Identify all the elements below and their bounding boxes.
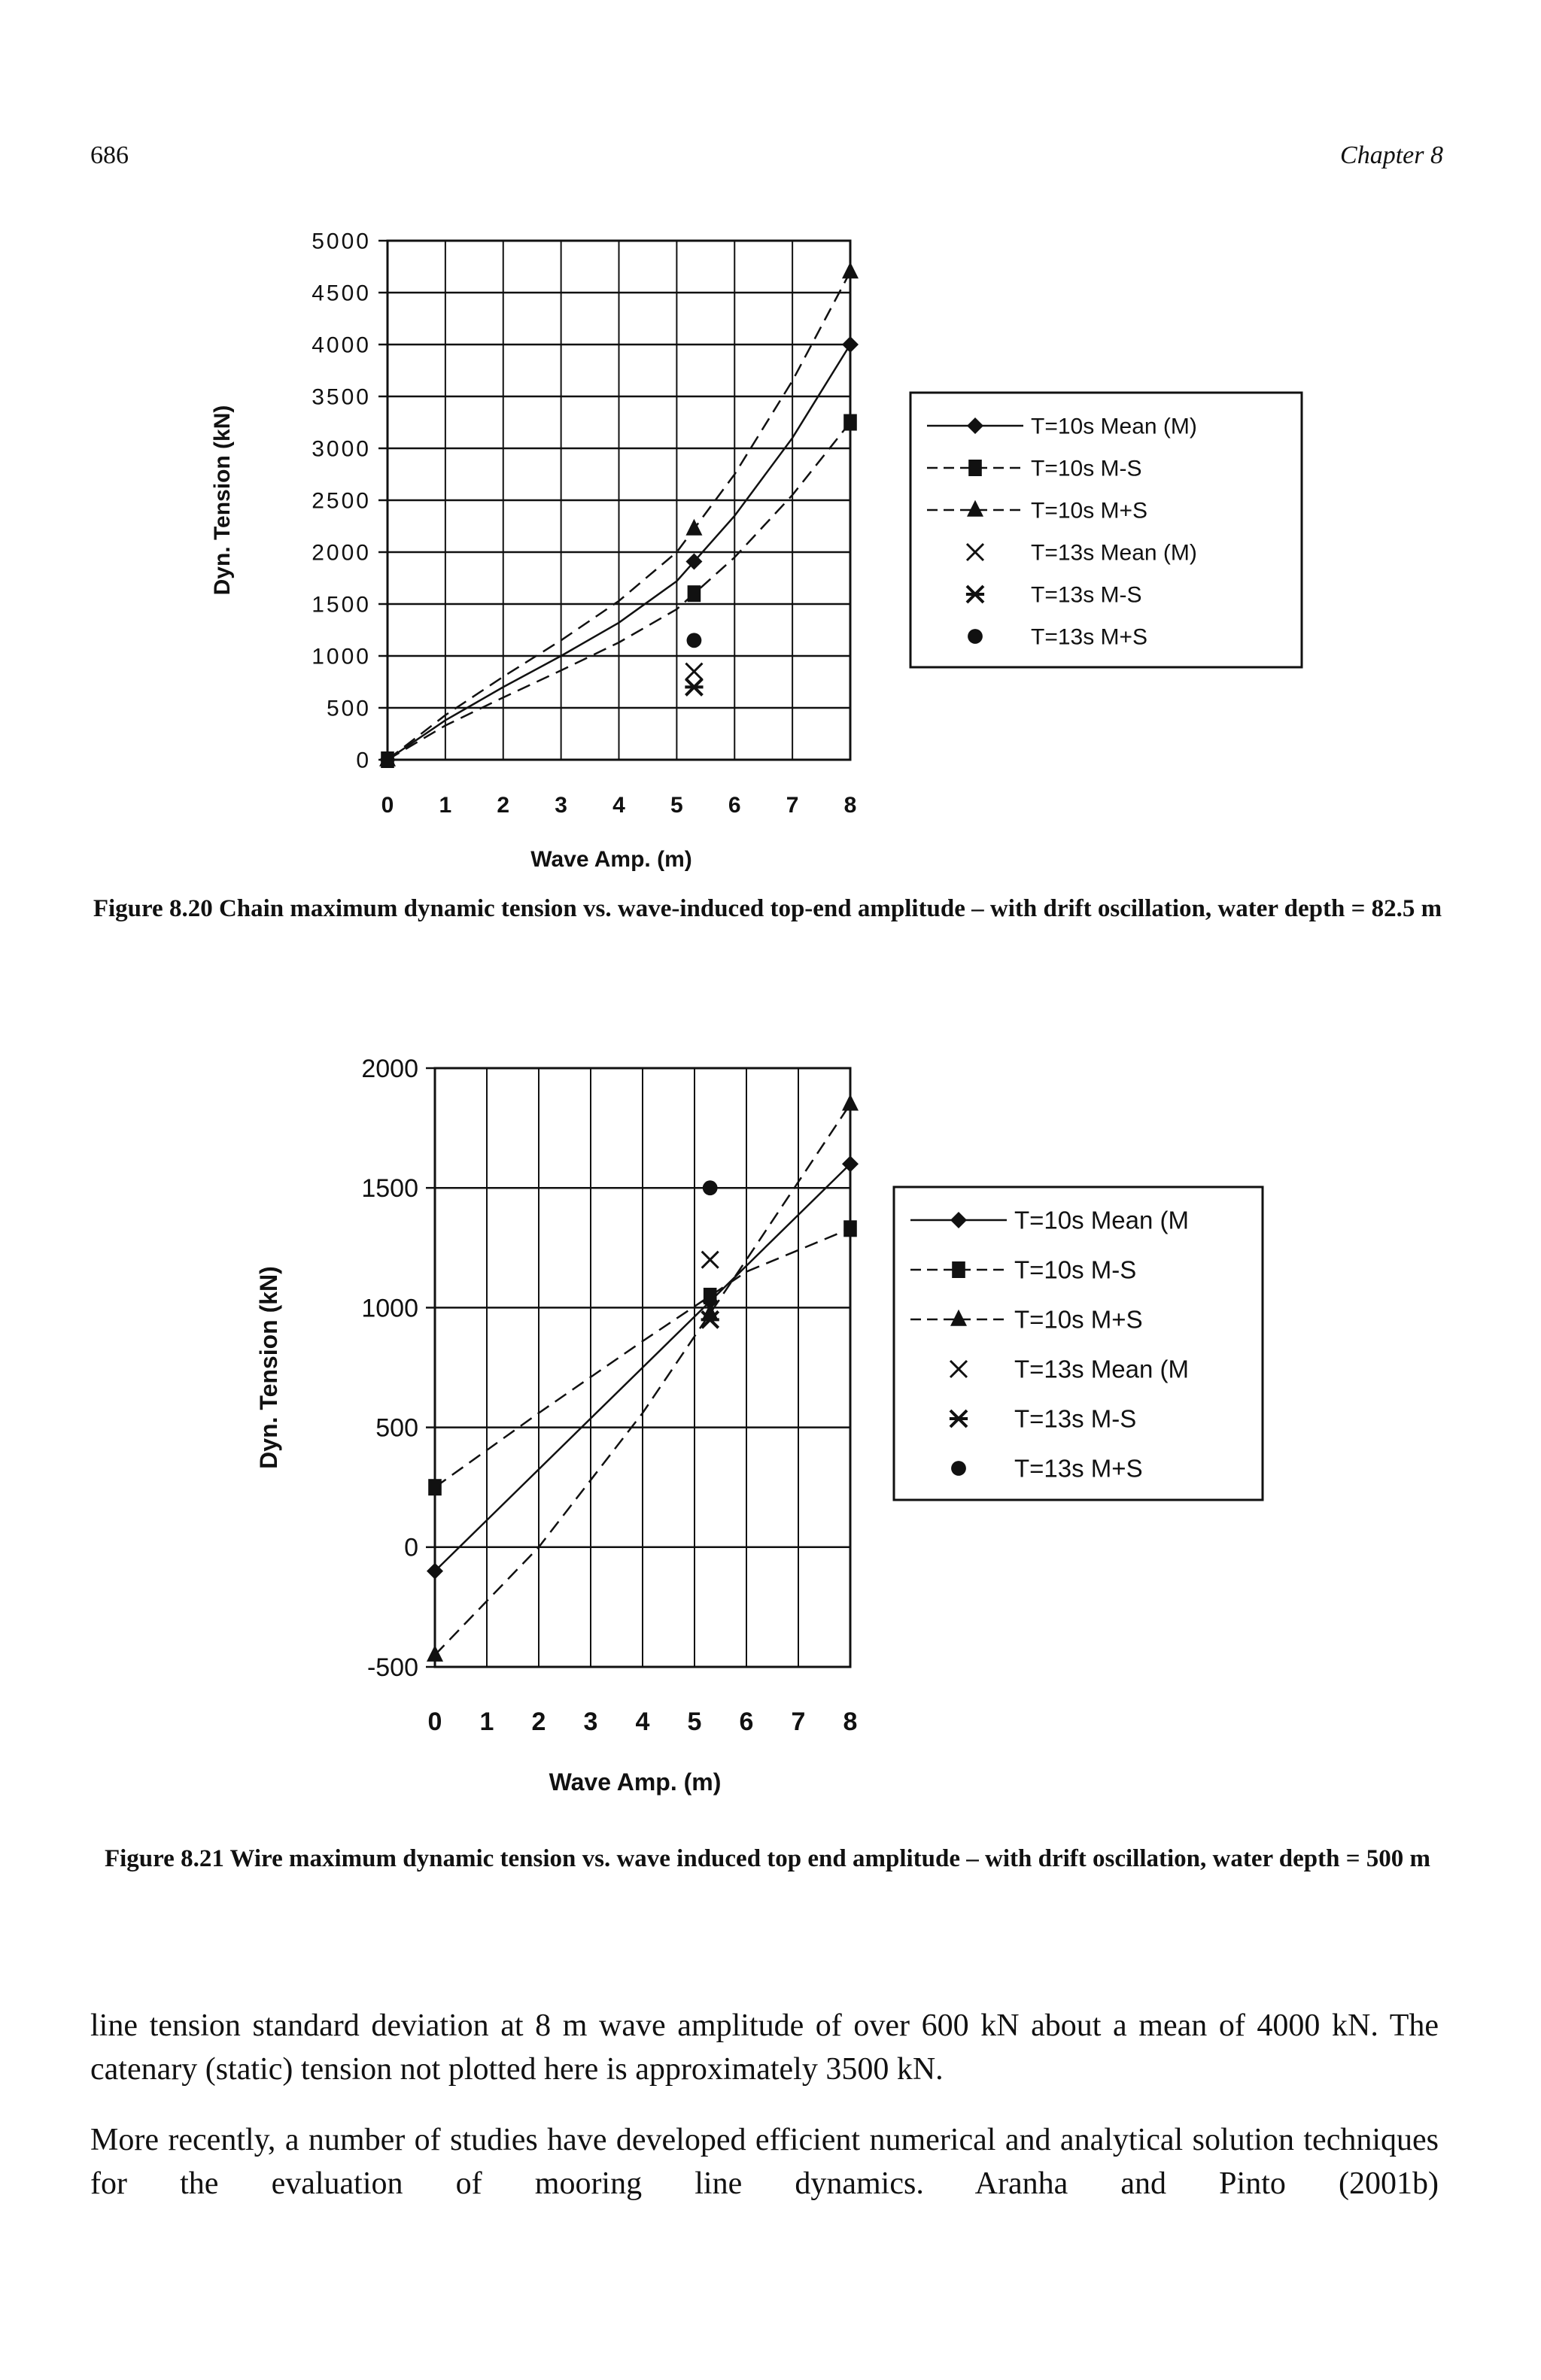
- y-tick-label: 500: [326, 696, 371, 721]
- y-tick-label: 1500: [312, 592, 371, 618]
- legend-label: T=10s M-S: [1014, 1255, 1137, 1284]
- data-point-triangle: [842, 1094, 859, 1111]
- x-tick-label: 0: [427, 1708, 442, 1736]
- y-tick-label: 2000: [361, 1054, 418, 1083]
- data-point-x: [702, 1252, 719, 1268]
- body-paragraph-2: More recently, a number of studies have developed efficient numerical and analytical solution techniques for the evaluation of mooring line dynamics. Aranha and Pinto (2001b): [90, 2123, 1439, 2201]
- x-tick-label: 5: [687, 1708, 702, 1736]
- legend-label: T=10s Mean (M): [1031, 414, 1197, 439]
- x-tick-label: 8: [843, 793, 857, 818]
- data-point-square: [428, 1479, 442, 1495]
- x-tick-label: 0: [381, 793, 394, 818]
- y-tick-label: 3000: [312, 436, 371, 462]
- data-point-square: [704, 1288, 717, 1304]
- x-axis-label: Wave Amp. (m): [530, 847, 692, 872]
- legend-label: T=10s M+S: [1031, 498, 1148, 524]
- x-axis-label: Wave Amp. (m): [549, 1768, 722, 1796]
- y-tick-label: 500: [375, 1413, 418, 1443]
- x-tick-label: 4: [635, 1708, 650, 1736]
- x-tick-label: 1: [439, 793, 452, 818]
- y-tick-label: 3500: [312, 384, 371, 410]
- y-axis-label: Dyn. Tension (kN): [210, 405, 235, 596]
- x-tick-label: 2: [497, 793, 510, 818]
- legend-label: T=13s M+S: [1031, 624, 1148, 650]
- x-tick-label: 3: [555, 793, 567, 818]
- y-tick-label: 1000: [361, 1294, 418, 1323]
- x-tick-label: 6: [728, 793, 741, 818]
- x-tick-label: 2: [531, 1708, 546, 1736]
- y-tick-label: 0: [356, 748, 371, 773]
- legend-label: T=10s Mean (M: [1014, 1206, 1189, 1234]
- data-point-triangle: [427, 1645, 443, 1662]
- data-point-square: [843, 1220, 857, 1237]
- y-axis-label: Dyn. Tension (kN): [255, 1266, 282, 1469]
- legend-label: T=13s M-S: [1031, 582, 1142, 608]
- x-tick-label: 7: [791, 1708, 806, 1736]
- legend-label: T=13s Mean (M): [1031, 540, 1197, 566]
- legend-marker-circle: [951, 1461, 966, 1476]
- legend-label: T=13s M+S: [1014, 1454, 1143, 1483]
- y-tick-label: 5000: [312, 229, 371, 254]
- legend-label: T=10s M+S: [1014, 1305, 1143, 1334]
- x-tick-label: 7: [786, 793, 799, 818]
- x-tick-label: 1: [479, 1708, 494, 1736]
- x-tick-label: 4: [612, 793, 625, 818]
- legend-label: T=10s M-S: [1031, 456, 1142, 481]
- x-tick-label: 3: [583, 1708, 598, 1736]
- y-tick-label: 1500: [361, 1174, 418, 1204]
- legend-marker-square: [952, 1261, 965, 1278]
- y-tick-label: 4000: [312, 332, 371, 358]
- y-tick-label: 0: [404, 1533, 418, 1562]
- legend-label: T=13s Mean (M: [1014, 1355, 1189, 1383]
- x-tick-label: 6: [739, 1708, 754, 1736]
- x-tick-label: 5: [670, 793, 683, 818]
- y-tick-label: -500: [366, 1653, 418, 1682]
- page-number: 686: [90, 141, 129, 169]
- data-point-circle: [703, 1180, 718, 1195]
- y-tick-label: 4500: [312, 281, 371, 306]
- y-tick-label: 2500: [312, 488, 371, 514]
- chapter-title: Chapter 8: [1340, 141, 1443, 169]
- y-tick-label: 1000: [312, 644, 371, 669]
- legend-label: T=13s M-S: [1014, 1404, 1137, 1433]
- y-tick-label: 2000: [312, 540, 371, 566]
- figure-caption-8-20: Figure 8.20 Chain maximum dynamic tension vs. wave-induced top-end amplitude – with drift oscillation, water depth = 82.5 m: [93, 895, 1442, 922]
- body-paragraph-1: line tension standard deviation at 8 m wave amplitude of over 600 kN about a mean of 4000 kN. The catenary (static) tension not plotted here is approximately 3500 kN.: [90, 2008, 1439, 2087]
- x-tick-label: 8: [843, 1708, 858, 1736]
- figure-caption-8-21: Figure 8.21 Wire maximum dynamic tension vs. wave induced top end amplitude – with drift oscillation, water depth = 500 m: [104, 1845, 1431, 1872]
